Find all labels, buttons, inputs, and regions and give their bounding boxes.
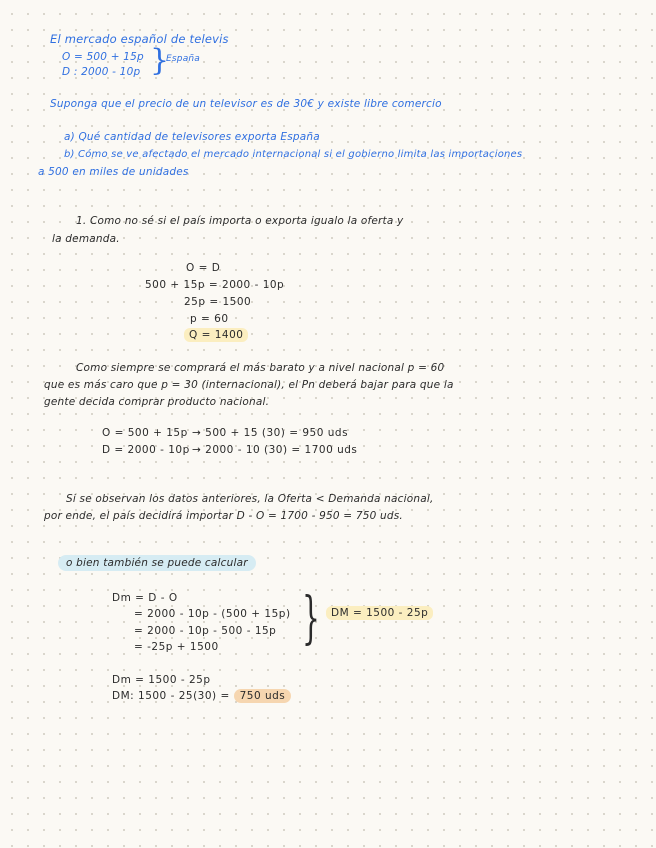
intro-brace: } (150, 43, 170, 78)
supply-equation: O = 500 + 15p (62, 51, 144, 63)
supply-substitution: → 500 + 15 (30) = 950 uds (192, 427, 349, 439)
solution-intro-line1: 1. Como no sé si el país importa o exporta igualo la oferta y (76, 215, 404, 227)
conclusion-line1: Si se observan los datos anteriores, la Oferta < Demanda nacional, (66, 493, 434, 505)
alt-result: DM = 1500 - 25p (326, 606, 433, 620)
calc-step-1: O = D (186, 262, 221, 274)
calc-step-5 (184, 329, 248, 342)
calc-step-3: 25p = 1500 (184, 296, 252, 308)
demand-formula: D = 2000 - 10p (102, 444, 190, 456)
alt-final-formula: Dm = 1500 - 25p (112, 674, 211, 686)
calc-step-2: 500 + 15p = 2000 - 10p (145, 279, 285, 291)
alt-step-1: Dm = D - O (112, 592, 178, 604)
alt-brace: } (302, 586, 320, 651)
alt-final-value: 750 uds (234, 689, 292, 703)
alternative-heading: o bien también se puede calcular (58, 555, 256, 571)
explanation-line2: que es más caro que p = 30 (internacional), el Pn deberá bajar para que la (44, 379, 454, 391)
alt-final-expression: DM: 1500 - 25(30) = (112, 690, 230, 702)
alternative-heading-wrap (58, 557, 256, 570)
problem-statement: Suponga que el precio de un televisor es de 30€ y existe libre comercio (50, 98, 442, 110)
question-b-line1: b) Cómo se ve afectado el mercado internacional si el gobierno limita las importaciones (64, 149, 523, 160)
question-b-line2: a 500 en miles de unidades (38, 166, 189, 178)
conclusion-line2: por ende, el país decidirá importar D - O = 1700 - 950 = 750 uds. (44, 510, 403, 522)
problem-title: El mercado español de televis (50, 32, 229, 46)
demand-substitution: → 2000 - 10 (30) = 1700 uds (192, 444, 358, 456)
alt-step-3: = 2000 - 10p - 500 - 15p (134, 625, 277, 637)
demand-equation: D : 2000 - 10p (62, 66, 141, 78)
brace-label: España (166, 54, 201, 64)
alt-step-4: = -25p + 1500 (134, 641, 219, 653)
explanation-line1: Como siempre se comprará el más barato y a nivel nacional p = 60 (76, 362, 445, 374)
question-a: a) Qué cantidad de televisores exporta España (64, 131, 320, 143)
alt-step-2: = 2000 - 10p - (500 + 15p) (134, 608, 291, 620)
alt-result-wrap (326, 607, 433, 620)
solution-intro-line2: la demanda. (52, 233, 120, 245)
supply-formula: O = 500 + 15p (102, 427, 188, 439)
quantity-highlight: Q = 1400 (184, 328, 248, 342)
calc-step-4: p = 60 (190, 313, 229, 325)
alt-final-substitution (112, 690, 291, 703)
explanation-line3: gente decida comprar producto nacional. (44, 396, 270, 408)
